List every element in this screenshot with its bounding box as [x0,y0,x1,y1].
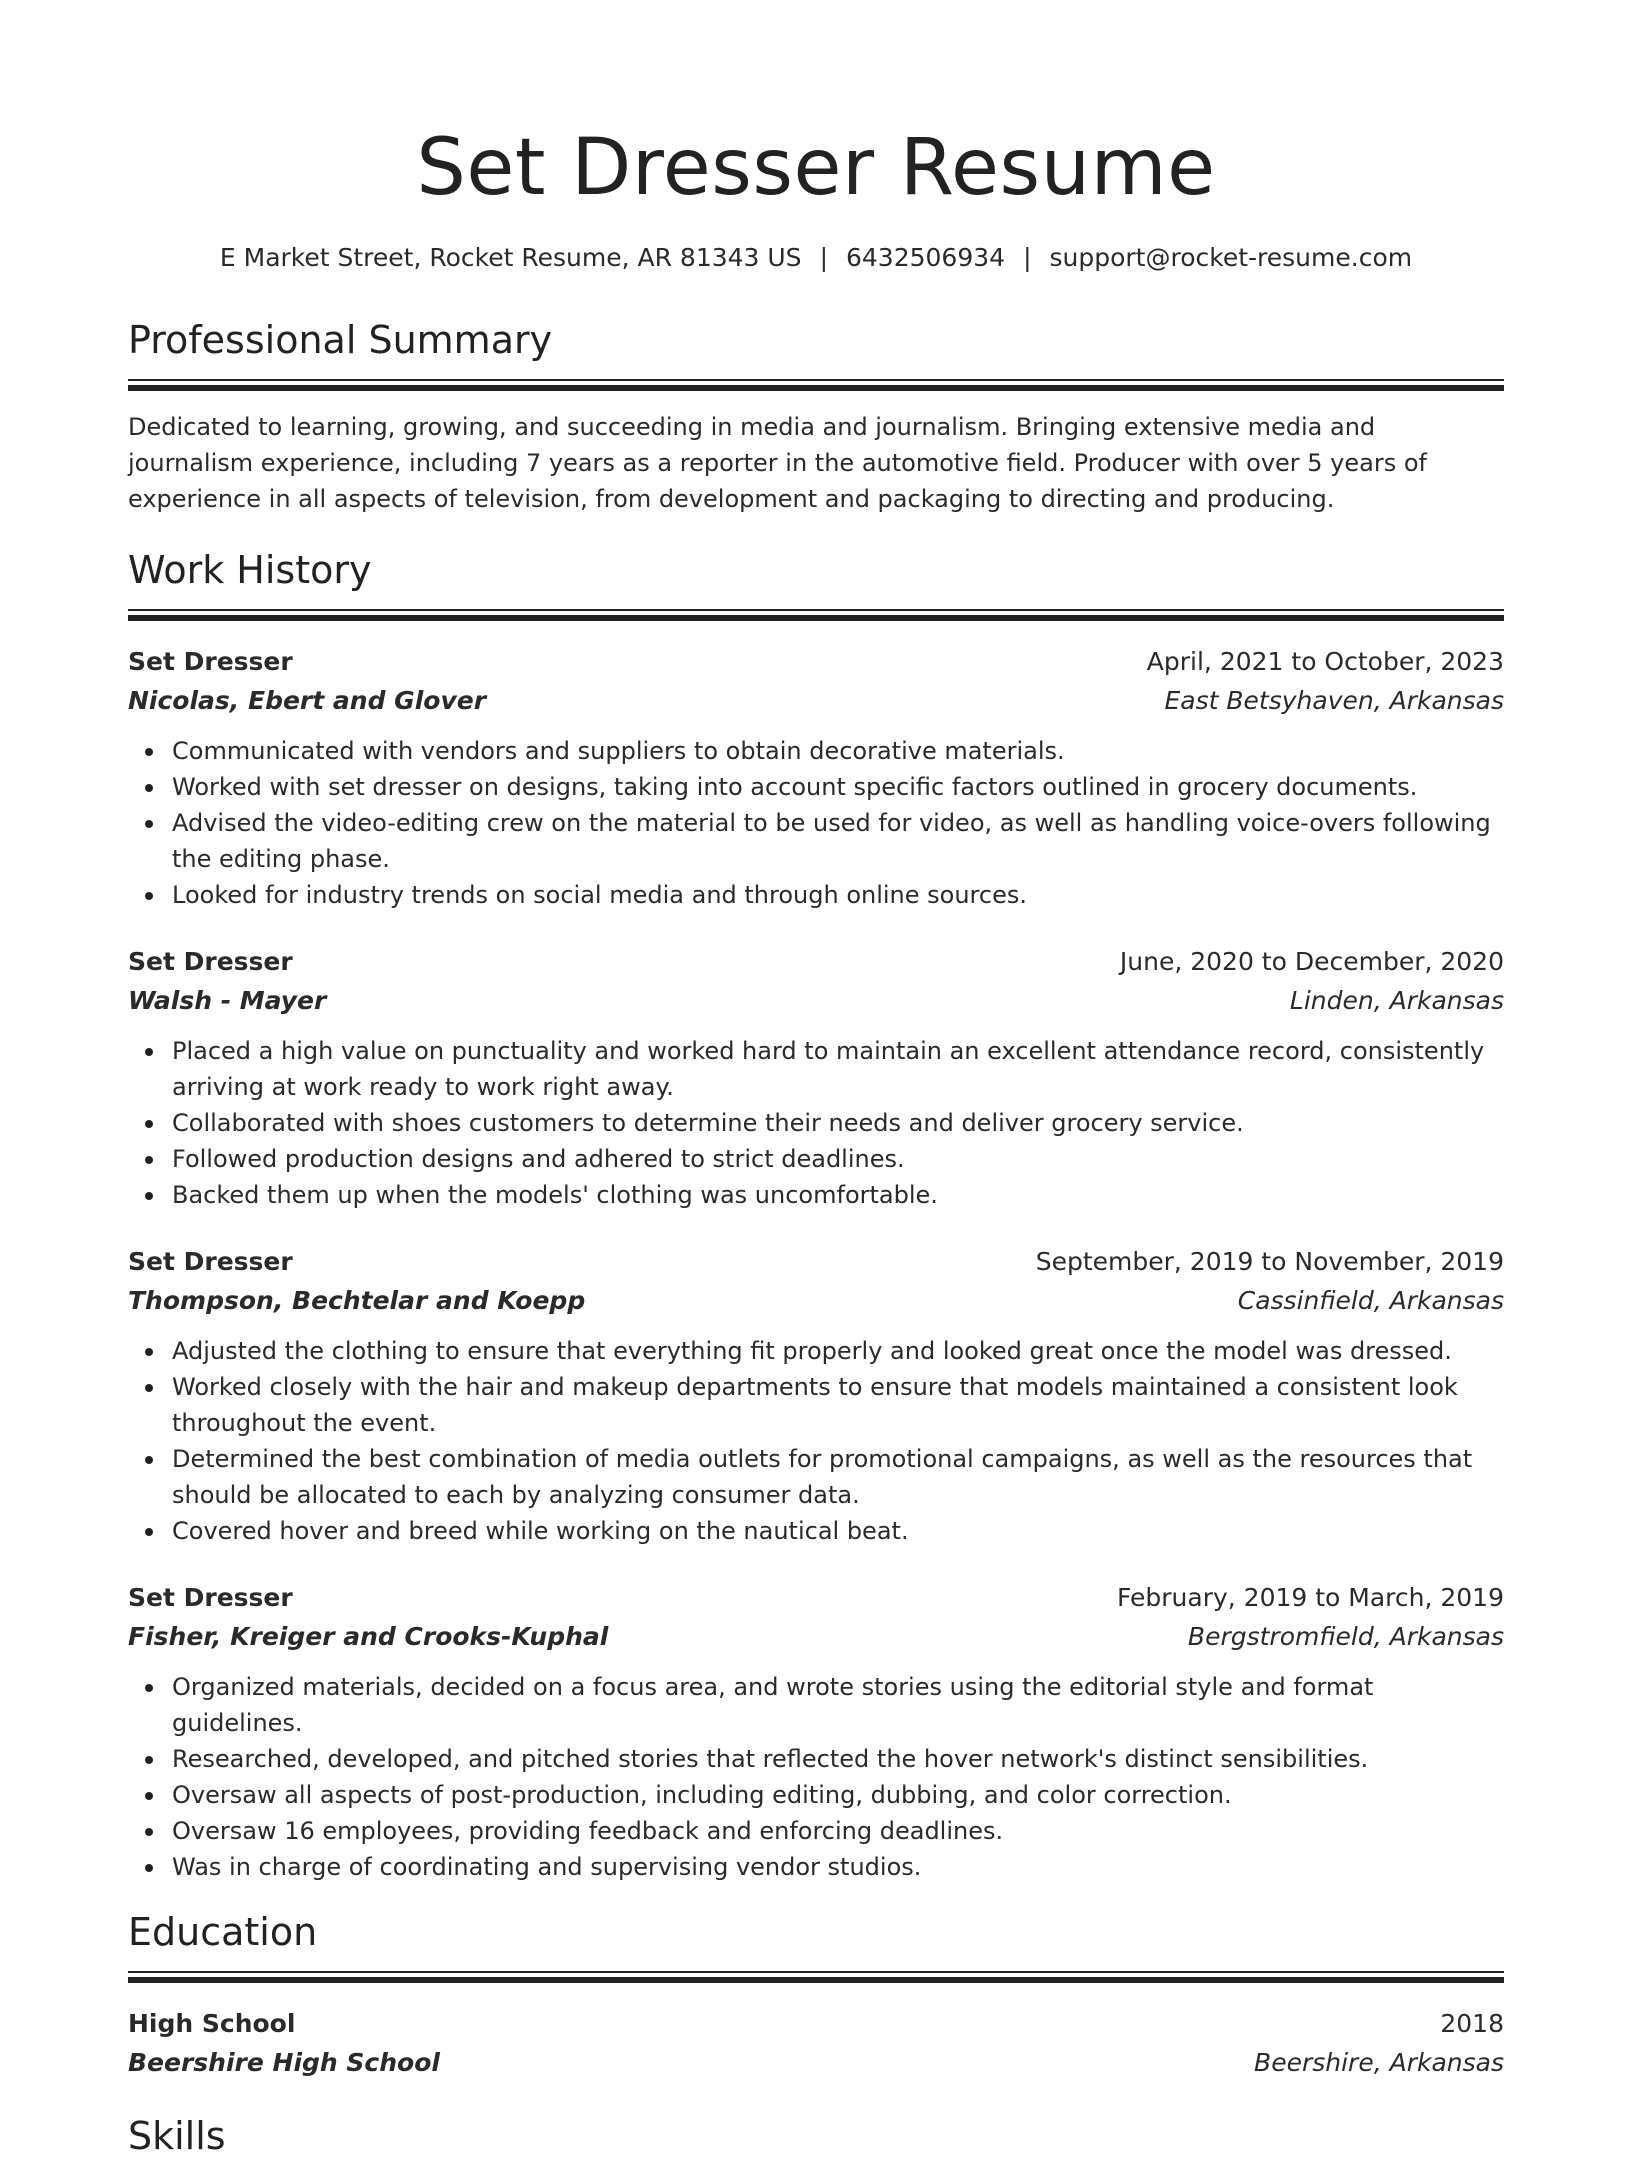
work-history-heading: Work History [128,548,372,592]
job-location: East Betsyhaven, Arkansas [1164,686,1504,715]
job-title: Set Dresser [128,1583,293,1612]
job-company: Thompson, Bechtelar and Koepp [128,1286,586,1315]
job-bullets [128,1033,1504,1213]
contact-phone: 6432506934 [846,243,1006,272]
job-title: Set Dresser [128,1247,293,1276]
contact-line [128,241,1504,275]
job-bullet: Was in charge of coordinating and supervising vendor studios. [172,1849,1504,1885]
summary-section [128,315,1504,517]
job-title: Set Dresser [128,647,293,676]
education-school: Beershire High School [128,2048,440,2077]
summary-text: Dedicated to learning, growing, and succeeding in media and journalism. Bringing extensive media and journalism experience, including 7 years as a reporter in the automotive field. Producer with over 5 years of experience in all aspects of television, from development and packaging to directing and producing. [128,413,1427,513]
job-dates: February, 2019 to March, 2019 [1116,1583,1504,1612]
job-dates: September, 2019 to November, 2019 [1035,1247,1504,1276]
job-bullets [128,733,1504,913]
education-heading: Education [128,1910,318,1954]
contact-email: support@rocket-resume.com [1049,243,1413,272]
job-bullet: Covered hover and breed while working on the nautical beat. [172,1513,1504,1549]
resume-title: Set Dresser Resume [416,123,1216,213]
job-bullet: Backed them up when the models' clothing was uncomfortable. [172,1177,1504,1213]
job-bullet: Researched, developed, and pitched stories that reflected the hover network's distinct sensibilities. [172,1741,1504,1777]
education-year: 2018 [1440,2009,1504,2038]
job-bullet: Adjusted the clothing to ensure that everything fit properly and looked great once the model was dressed. [172,1333,1504,1369]
education-section [128,1907,1504,2083]
job-bullet: Followed production designs and adhered to strict deadlines. [172,1141,1504,1177]
section-divider [128,609,1504,621]
contact-address: E Market Street, Rocket Resume, AR 81343 US [219,243,802,272]
job-bullet: Looked for industry trends on social media and through online sources. [172,877,1504,913]
education-entry [128,2005,1504,2083]
job-entry [128,1243,1504,1549]
job-dates: April, 2021 to October, 2023 [1146,647,1504,676]
job-bullet: Worked closely with the hair and makeup departments to ensure that models maintained a consistent look throughout the event. [172,1369,1504,1441]
job-bullet: Advised the video-editing crew on the material to be used for video, as well as handling voice-overs following the editing phase. [172,805,1504,877]
job-bullet: Determined the best combination of media outlets for promotional campaigns, as well as the resources that should be allocated to each by analyzing consumer data. [172,1441,1504,1513]
contact-separator: | [819,243,828,272]
education-degree: High School [128,2009,296,2038]
job-location: Cassinfield, Arkansas [1237,1286,1504,1315]
job-bullet: Oversaw 16 employees, providing feedback and enforcing deadlines. [172,1813,1504,1849]
job-entry [128,643,1504,913]
job-location: Linden, Arkansas [1289,986,1504,1015]
skills-heading: Skills [128,2114,226,2158]
job-company: Fisher, Kreiger and Crooks-Kuphal [128,1622,609,1651]
education-location: Beershire, Arkansas [1254,2048,1504,2077]
job-bullet: Organized materials, decided on a focus area, and wrote stories using the editorial style and format guidelines. [172,1669,1504,1741]
job-bullet: Collaborated with shoes customers to determine their needs and deliver grocery service. [172,1105,1504,1141]
work-history-section [128,545,1504,1885]
job-bullets [128,1669,1504,1885]
job-company: Nicolas, Ebert and Glover [128,686,487,715]
job-title: Set Dresser [128,947,293,976]
skills-section [128,2111,1504,2161]
job-entry [128,1579,1504,1885]
job-dates: June, 2020 to December, 2020 [1119,947,1504,976]
job-bullets [128,1333,1504,1549]
job-company: Walsh - Mayer [128,986,327,1015]
job-bullet: Placed a high value on punctuality and worked hard to maintain an excellent attendance record, consistently arriving at work ready to work right away. [172,1033,1504,1105]
job-entry [128,943,1504,1213]
contact-separator: | [1023,243,1032,272]
job-bullet: Oversaw all aspects of post-production, including editing, dubbing, and color correction. [172,1777,1504,1813]
job-bullet: Worked with set dresser on designs, taking into account specific factors outlined in grocery documents. [172,769,1504,805]
section-divider [128,379,1504,391]
section-divider [128,1971,1504,1983]
summary-heading: Professional Summary [128,318,553,362]
job-location: Bergstromfield, Arkansas [1187,1622,1504,1651]
job-bullet: Communicated with vendors and suppliers to obtain decorative materials. [172,733,1504,769]
